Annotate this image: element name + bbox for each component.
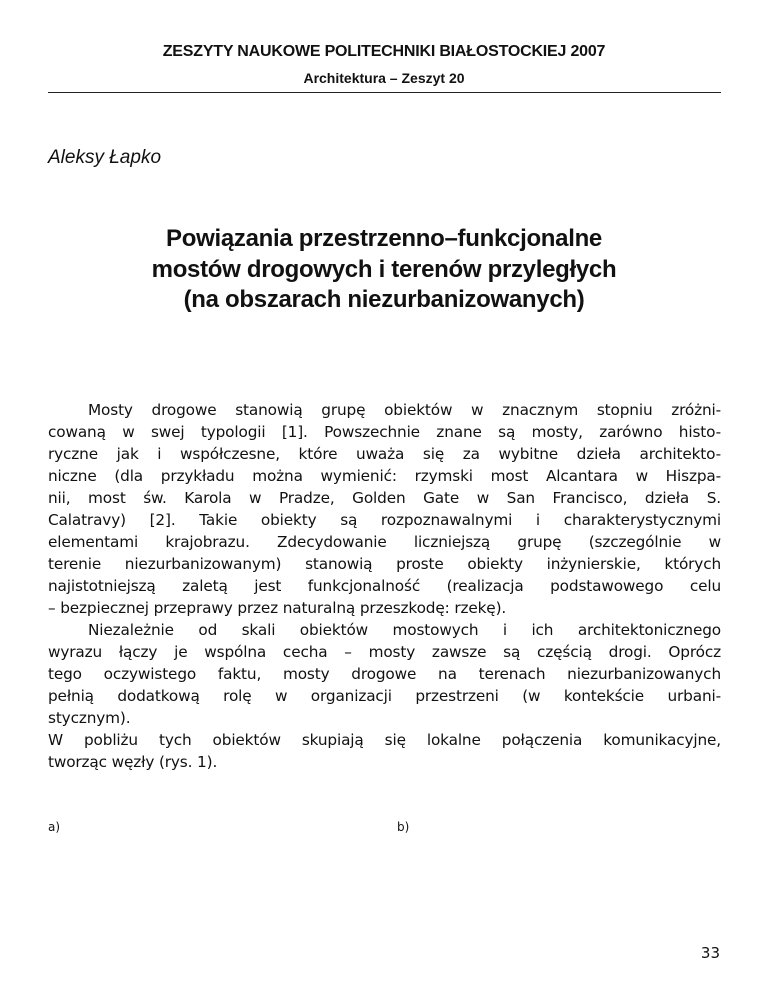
figure-label-b: b) [397, 820, 410, 834]
article-title [48, 224, 720, 316]
header-rule [48, 92, 721, 93]
body-text [48, 399, 721, 773]
body-line: elementami krajobrazu. Zdecydowanie liczniejszą grupę (szczególnie w [48, 533, 721, 551]
body-line: terenie niezurbanizowanym) stanowią proste obiekty inżynierskie, których [48, 555, 721, 573]
figure-label-a: a) [48, 820, 61, 834]
author-name: Aleksy Łapko [48, 147, 162, 168]
body-line: pełnią dodatkową rolę w organizacji przestrzeni (w kontekście urbani- [48, 687, 721, 705]
title-line: mostów drogowych i terenów przyległych [151, 255, 617, 283]
body-line: nii, most św. Karola w Pradze, Golden Gate w San Francisco, dzieła S. [48, 489, 721, 507]
journal-title: ZESZYTY NAUKOWE POLITECHNIKI BIAŁOSTOCKIEJ 2007 [162, 43, 606, 60]
body-line: cowaną w swej typologii [1]. Powszechnie znane są mosty, zarówno histo- [48, 423, 721, 441]
body-line: Mosty drogowe stanowią grupę obiektów w znacznym stopniu zróżni- [88, 401, 721, 419]
body-line: wyrazu łączy je wspólna cecha – mosty zawsze są częścią drogi. Oprócz [48, 643, 721, 661]
body-line: tworząc węzły (rys. 1). [48, 753, 218, 771]
page-number: 33 [700, 944, 720, 962]
body-line: W pobliżu tych obiektów skupiają się lokalne połączenia komunikacyjne, [48, 731, 721, 749]
body-line: Calatravy) [2]. Takie obiekty są rozpoznawalnymi i charakterystycznymi [48, 511, 721, 529]
body-line: tego oczywistego faktu, mosty drogowe na terenach niezurbanizowanych [48, 665, 721, 683]
body-line: – bezpiecznej przeprawy przez naturalną przeszkodę: rzekę). [48, 599, 507, 617]
title-line: Powiązania przestrzenno–funkcjonalne [166, 225, 602, 252]
title-line: (na obszarach niezurbanizowanych) [183, 286, 585, 313]
journal-series: Architektura – Zeszyt 20 [303, 70, 465, 86]
body-line: Niezależnie od skali obiektów mostowych i ich architektonicznego [88, 621, 721, 639]
body-line: najistotniejszą zaletą jest funkcjonalność (realizacja podstawowego celu [48, 577, 721, 595]
body-line: niczne (dla przykładu można wymienić: rzymski most Alcantara w Hiszpa- [48, 467, 721, 485]
body-line: ryczne jak i współczesne, które uważa się za wybitne dzieła architekto- [48, 445, 721, 463]
body-line: stycznym). [48, 709, 131, 727]
